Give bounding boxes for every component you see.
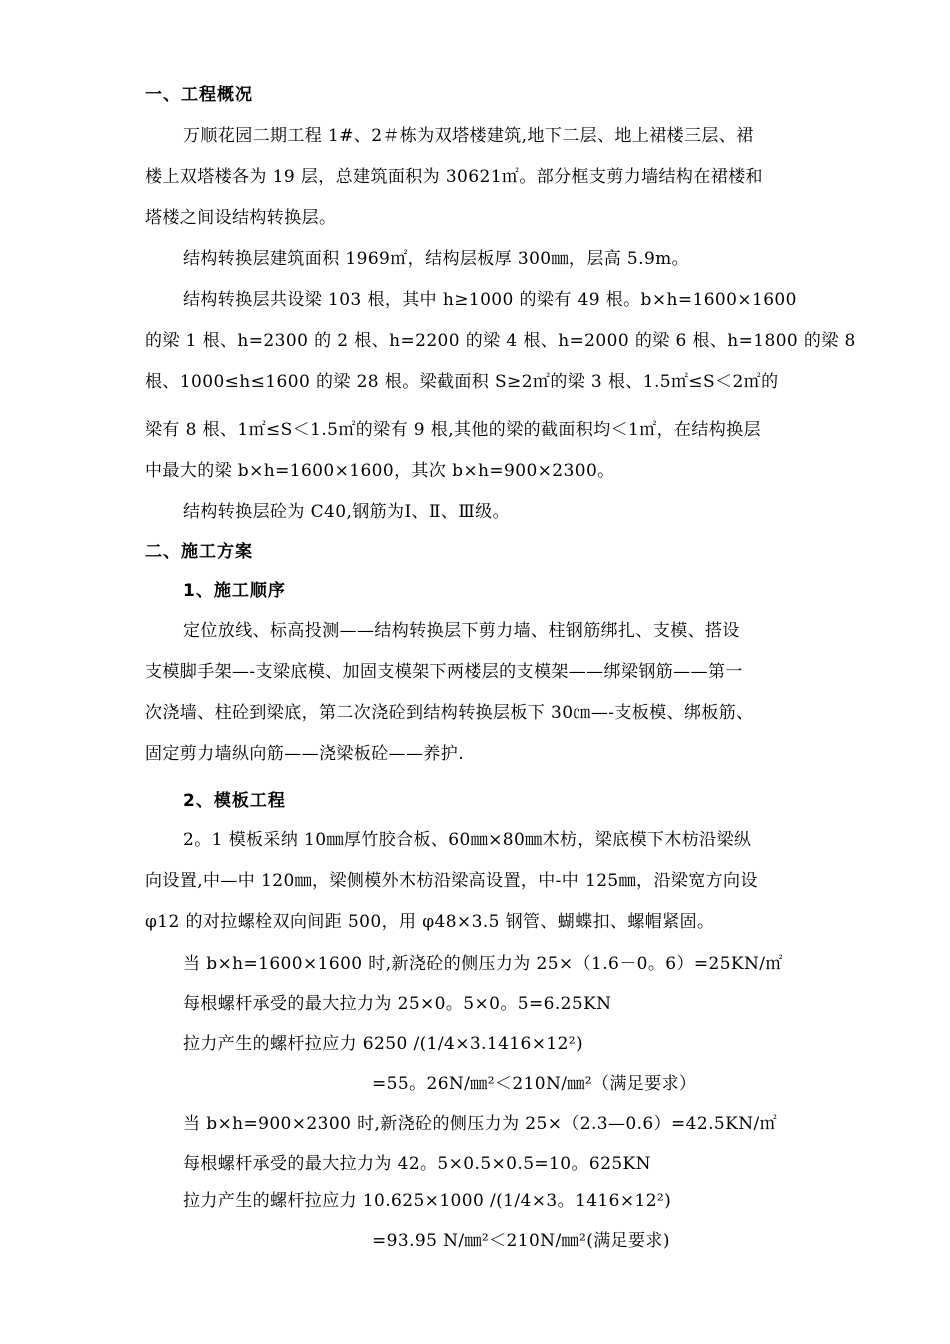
paragraph-line: 的梁 1 根、h=2300 的 2 根、h=2200 的梁 4 根、h=2000 的梁 6 根、h=1800 的梁 8 [145,331,856,351]
paragraph-line: 中最大的梁 b×h=1600×1600，其次 b×h=900×2300。 [145,461,615,481]
section-2-heading: 二、施工方案 [145,542,253,562]
paragraph-line: 梁有 8 根、1㎡≤S＜1.5㎡的梁有 9 根,其他的梁的截面积均＜1㎡，在结构换层 [145,420,762,440]
calc-result-line: =55。26N/㎜²＜210N/㎜²（满足要求） [372,1074,697,1094]
calc-result-line: =93.95 N/㎜²＜210N/㎜²(满足要求) [372,1231,670,1251]
section-1-heading: 一、工程概况 [145,85,253,105]
paragraph-line: 根、1000≤h≤1600 的梁 28 根。梁截面积 S≥2㎡的梁 3 根、1.5㎡≤S＜2㎡的 [145,372,779,392]
paragraph-line: 结构转换层共设梁 103 根，其中 h≥1000 的梁有 49 根。b×h=1600×1600 [183,290,797,310]
calc-line: 拉力产生的螺杆拉应力 6250 /(1/4×3.1416×12²) [183,1034,584,1054]
calc-line: 每根螺杆承受的最大拉力为 25×0。5×0。5=6.25KN [183,994,612,1014]
paragraph-line: 定位放线、标高投测——结构转换层下剪力墙、柱钢筋绑扎、支模、搭设 [183,621,740,641]
paragraph-line: 次浇墙、柱砼到梁底，第二次浇砼到结构转换层板下 30㎝—-支板模、绑板筋、 [145,703,754,723]
calc-line: 当 b×h=900×2300 时,新浇砼的侧压力为 25×（2.3—0.6）=42.5KN/㎡ [183,1114,778,1134]
paragraph-line: 塔楼之间设结构转换层。 [145,208,337,228]
subsection-2-heading: 2、模板工程 [183,791,286,811]
paragraph-line: 万顺花园二期工程 1#、2＃栋为双塔楼建筑,地下二层、地上裙楼三层、裙 [183,126,754,146]
calc-line: 每根螺杆承受的最大拉力为 42。5×0.5×0.5=10。625KN [183,1154,651,1174]
paragraph-line: 结构转换层建筑面积 1969㎡，结构层板厚 300㎜，层高 5.9m。 [183,249,690,269]
calc-line: 拉力产生的螺杆拉应力 10.625×1000 /(1/4×3。1416×12²) [183,1191,672,1211]
subsection-1-heading: 1、施工顺序 [183,581,286,601]
paragraph-line: φ12 的对拉螺栓双向间距 500，用 φ48×3.5 钢管、蝴蝶扣、螺帽紧固。 [145,912,715,932]
calc-line: 当 b×h=1600×1600 时,新浇砼的侧压力为 25×（1.6－0。6）=25KN/㎡ [183,954,783,974]
paragraph-line: 2。1 模板采纳 10㎜厚竹胶合板、60㎜×80㎜木枋，梁底模下木枋沿梁纵 [183,830,752,850]
paragraph-line: 向设置,中—中 120㎜，梁侧模外木枋沿梁高设置，中-中 125㎜，沿梁宽方向设 [145,871,758,891]
paragraph-line: 结构转换层砼为 C40,钢筋为Ⅰ、Ⅱ、Ⅲ级。 [183,502,510,522]
paragraph-line: 固定剪力墙纵向筋——浇梁板砼——养护. [145,744,465,764]
paragraph-line: 支模脚手架—-支梁底模、加固支模架下两楼层的支模架——绑梁钢筋——第一 [145,662,743,682]
paragraph-line: 楼上双塔楼各为 19 层，总建筑面积为 30621㎡。部分框支剪力墙结构在裙楼和 [145,167,763,187]
